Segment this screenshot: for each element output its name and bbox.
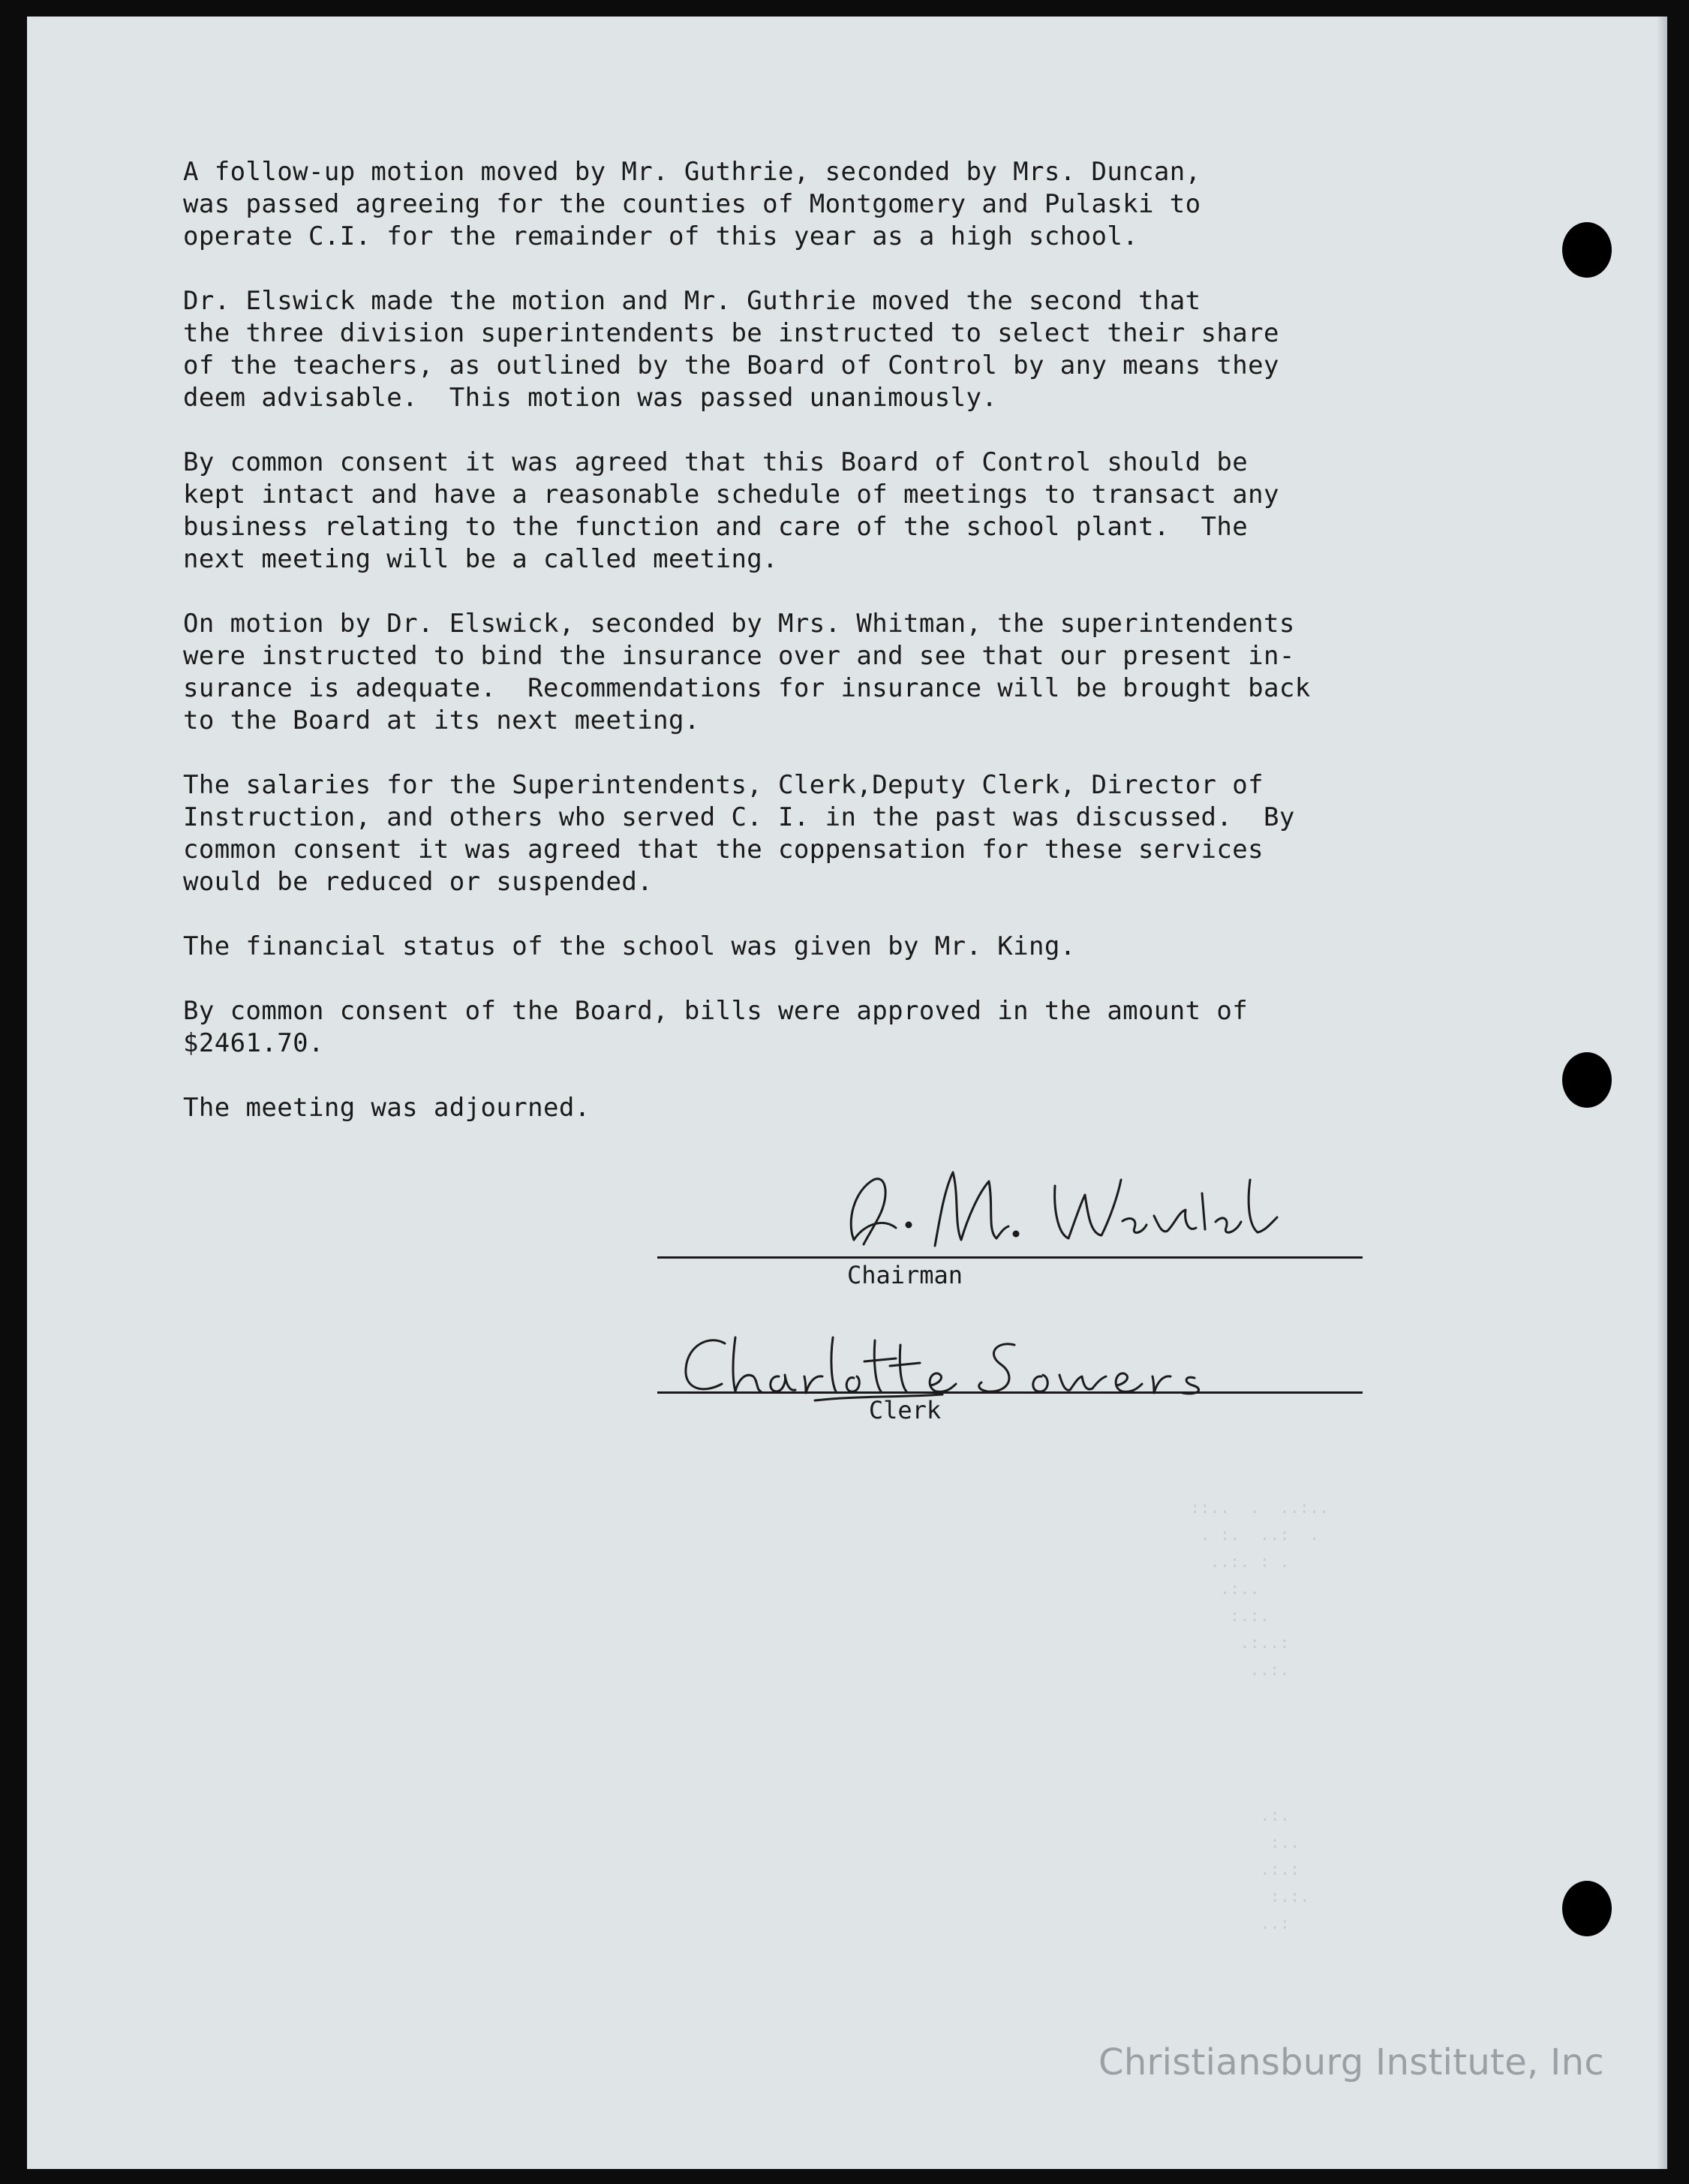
chairman-label: Chairman — [846, 1261, 963, 1289]
text-line: deem advisable. This motion was passed unanimously. — [183, 383, 998, 413]
chairman-signature — [657, 1150, 1363, 1262]
text-line: operate C.I. for the remainder of this year as a high school. — [183, 221, 1139, 251]
show-through-marks: .:. :.. .:.: :.:. ..: — [1260, 1806, 1310, 1933]
clerk-label: Clerk — [868, 1396, 942, 1424]
paragraph-follow-up-motion — [183, 156, 1421, 253]
paragraph-bills — [183, 995, 1421, 1060]
text-line: By common consent of the Board, bills were approved in the amount of — [183, 996, 1249, 1026]
text-line: would be reduced or suspended. — [183, 867, 654, 897]
paragraph-salaries — [183, 769, 1421, 898]
text-line: The meeting was adjourned. — [183, 1093, 591, 1123]
watermark: Christiansburg Institute, Inc — [1098, 2041, 1605, 2083]
text-line: $2461.70. — [183, 1028, 324, 1058]
paragraph-adjourned — [183, 1092, 1421, 1124]
paragraph-teacher-selection — [183, 285, 1421, 414]
text-line: to the Board at its next meeting. — [183, 705, 700, 736]
text-line: were instructed to bind the insurance over and see that our present in- — [183, 641, 1295, 671]
text-line: The salaries for the Superintendents, Clerk,Deputy Clerk, Director of — [183, 770, 1264, 800]
text-line: A follow-up motion moved by Mr. Guthrie, seconded by Mrs. Duncan, — [183, 157, 1201, 187]
document-page — [27, 17, 1667, 2169]
text-line: kept intact and have a reasonable schedule of meetings to transact any — [183, 480, 1279, 510]
chairman-signature-line — [657, 1256, 1363, 1259]
paragraph-board-of-control — [183, 447, 1421, 576]
text-line: business relating to the function and care of the school plant. The — [183, 512, 1249, 542]
paragraph-insurance — [183, 608, 1421, 737]
paragraph-financial-status — [183, 931, 1421, 963]
binder-hole — [1562, 1881, 1612, 1936]
minutes-body — [183, 156, 1421, 1157]
text-line: of the teachers, as outlined by the Board of Control by any means they — [183, 350, 1279, 381]
text-line: surance is adequate. Recommendations for insurance will be brought back — [183, 673, 1311, 703]
show-through-marks: ::.. . ..:.. . :. ..: . ..:. : . .:.. :.:. .:..: ..:. — [1190, 1499, 1330, 1680]
text-line: Dr. Elswick made the motion and Mr. Guthrie moved the second that — [183, 286, 1201, 316]
text-line: The financial status of the school was given by Mr. King. — [183, 931, 1076, 961]
text-line: was passed agreeing for the counties of Montgomery and Pulaski to — [183, 189, 1201, 219]
text-line: common consent it was agreed that the coppensation for these services — [183, 835, 1264, 865]
chairman-signature-block — [657, 1150, 1363, 1300]
text-line: On motion by Dr. Elswick, seconded by Mrs. Whitman, the superintendents — [183, 609, 1295, 639]
binder-hole — [1562, 222, 1612, 278]
text-line: the three division superintendents be instructed to select their share — [183, 318, 1279, 348]
binder-hole — [1562, 1052, 1612, 1108]
clerk-signature-line — [657, 1391, 1363, 1394]
text-line: By common consent it was agreed that this Board of Control should be — [183, 447, 1249, 477]
text-line: next meeting will be a called meeting. — [183, 544, 779, 574]
text-line: Instruction, and others who served C. I. in the past was discussed. By — [183, 802, 1295, 832]
clerk-signature-block — [657, 1322, 1363, 1458]
page-edge-shadow — [1657, 17, 1667, 2169]
